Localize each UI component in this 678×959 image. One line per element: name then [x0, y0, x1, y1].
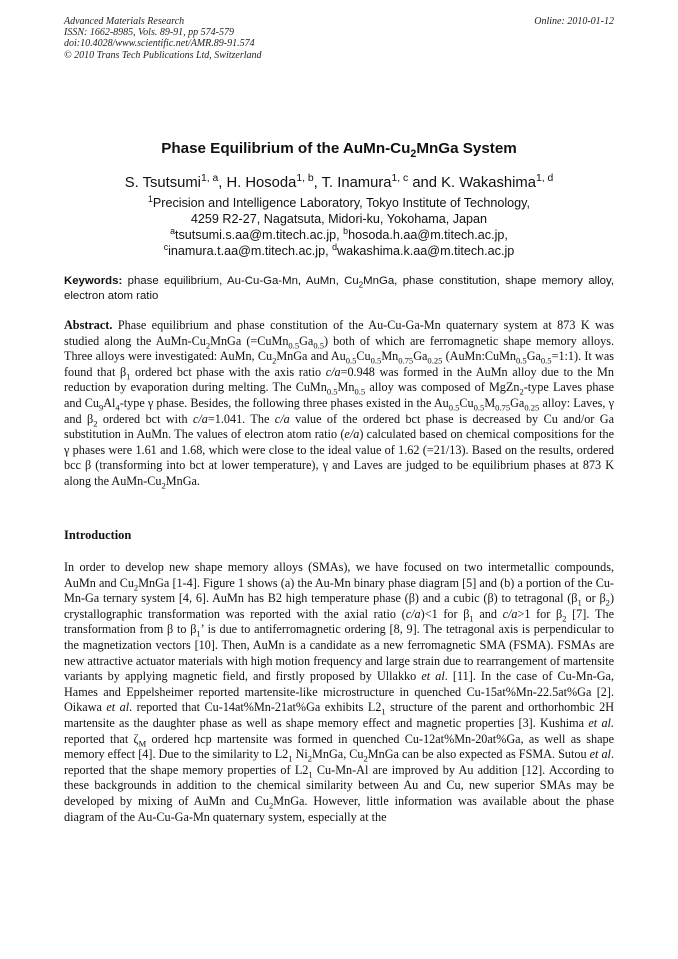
journal-header — [64, 16, 262, 61]
affiliation-line-1: $^1$Precision and Intelligence Laboratory, Tokyo Institute of Technology, — [147, 193, 530, 210]
paper-title: Phase Equilibrium of the AuMn-$Cu_2MnGa$ System — [161, 140, 517, 161]
abstract: Abstract. Phase equilibrium and phase constitution of the Au-Cu-Ga-Mn quaternary system at 873 K was studied along the AuMn-$Cu_2MnGa$ $(=CuMn_{0.5}Ga_{0.5})$ both of which are ferromagnetic shape memory alloys. Three alloys were investigated: AuMn, $Cu_2MnGa$ and $Au_{0.5}Cu_{0.5}Mn_{0.75}Ga_{0.25}$ $(AuMn:CuMn_{0.5}Ga_{0.5}=1:1)$. It was found that $\beta_1$ ordered bct phase with the axis ratio c/a=0.948 was formed in the AuMn alloy due to the Mn reduction by evaporation during melting. The $CuMn_{0.5}Mn_{0.5}$ alloy was composed of MgZn$_2$-type Laves phase and $Cu_9Al_4$-type γ phase. Besides, the following three phases existed in the $Au_{0.5}Cu_{0.5}M_{0.75}Ga_{0.25}$ alloy: Laves, γ and $\beta_2$ ordered bct with c/a=1.041. The c/a value of the ordered bct phase is decreased by Cu and/or Ga substitution in AuMn. The values of electron atom ratio (e/a) calculated based on chemical compositions for the γ phases were 1.61 and 1.68, which were close to the ideal value of 1.62 (=21/13). Based on the results, ordered bcc β (transforming into bct at lower temperature), γ and Laves are judged to be equilibrium phases at 873 K along the AuMn-$Cu_2MnGa$. — [64, 318, 614, 491]
introduction-body: In order to develop new shape memory alloys (SMAs), we have focused on two intermetallic compounds, AuMn and $Cu_2MnGa$ [1-4]. Figure 1 shows (a) the Au-Mn binary phase diagram [5] and (b) a portion of the Cu-Mn-Ga ternary system [4, 6]. AuMn has B2 high temperature phase (β) and a cubic (β) to tetragonal ($\beta_1$ or $\beta_2$) crystallographic transformation was reported with the axial ratio (c/a)<1 for $\beta_1$ and c/a>1 for $\beta_2$ [7]. The transformation from β to $\beta_1$’ is due to antiferromagnetic ordering [8, 9]. The tetragonal axis is perpendicular to the magnetization vectors [10]. Then, AuMn is a candidate as a new ferromagnetic SMA (FSMA). FSMAs are new attractive actuator materials with high motion frequency and large strain due to rearrangement of martensite variants by applying magnetic field, and firstly proposed by Ullakko et al. [11]. In the case of Cu-Mn-Ga, Hames and Eppelsheimer reported martensite-like microstructure in quenched Cu-15at%Mn-22.5at%Ga [2]. Oikawa et al. reported that Cu-14at%Mn-21at%Ga exhibits $L2_1$ structure of the parent and orthorhombic 2H martensite as the daughter phase as well as shape memory effect and magnetic properties [3]. Kushima et al. reported that $\zeta_M$ ordered hcp martensite was formed in quenched Cu-12at%Mn-20at%Ga, as well as shape memory effect [4]. Due to the similarity to $L2_1$ $Ni_2MnGa$, $Cu_2MnGa$ can be also expected as FSMA. Sutou et al. reported that the shape memory properties of $L2_1$ Cu-Mn-Al are improved by Au addition [12]. According to these backgrounds in addition to the chemical similarity between Au and Cu, new superior SMAs may be developed by mixing of AuMn and $Cu_2MnGa$. However, little information was available about the phase diagram of the Au-Cu-Ga-Mn quaternary system, especially at the — [64, 560, 615, 824]
issn-line: ISSN: 1662-8985, Vols. 89-91, pp 574-579 — [64, 27, 234, 39]
journal-name: Advanced Materials Research — [64, 16, 185, 27]
section-heading-introduction: Introduction — [64, 528, 132, 542]
copyright-line: © 2010 Trans Tech Publications Ltd, Switzerland — [64, 49, 262, 61]
author-list: S. Tsutsumi$^{1, a}$, H. Hosoda$^{1, b}$, T. Inamura$^{1, c}$ and K. Wakashima$^{1, d}$ — [124, 173, 554, 191]
abstract-label: Abstract. — [64, 318, 113, 332]
affiliation-line-2: 4259 R2-27, Nagatsuta, Midori-ku, Yokohama, Japan — [190, 212, 488, 226]
doi-line: doi:10.4028/www.scientific.net/AMR.89-91.574 — [64, 38, 255, 50]
email-line-2: $^c$inamura.t.aa@m.titech.ac.jp, $^d$wakashima.k.aa@m.titech.ac.jp — [163, 241, 515, 258]
keywords-label: Keywords: — [64, 275, 123, 287]
keywords: Keywords: phase equilibrium, Au-Cu-Ga-Mn, AuMn, $Cu_2MnGa$, phase constitution, shape memory alloy, electron atom ratio — [64, 275, 614, 302]
email-line-1: $^a$tsutsumi.s.aa@m.titech.ac.jp, $^b$hosoda.h.aa@m.titech.ac.jp, — [170, 225, 508, 242]
online-date: Online: 2010-01-12 — [534, 16, 614, 27]
